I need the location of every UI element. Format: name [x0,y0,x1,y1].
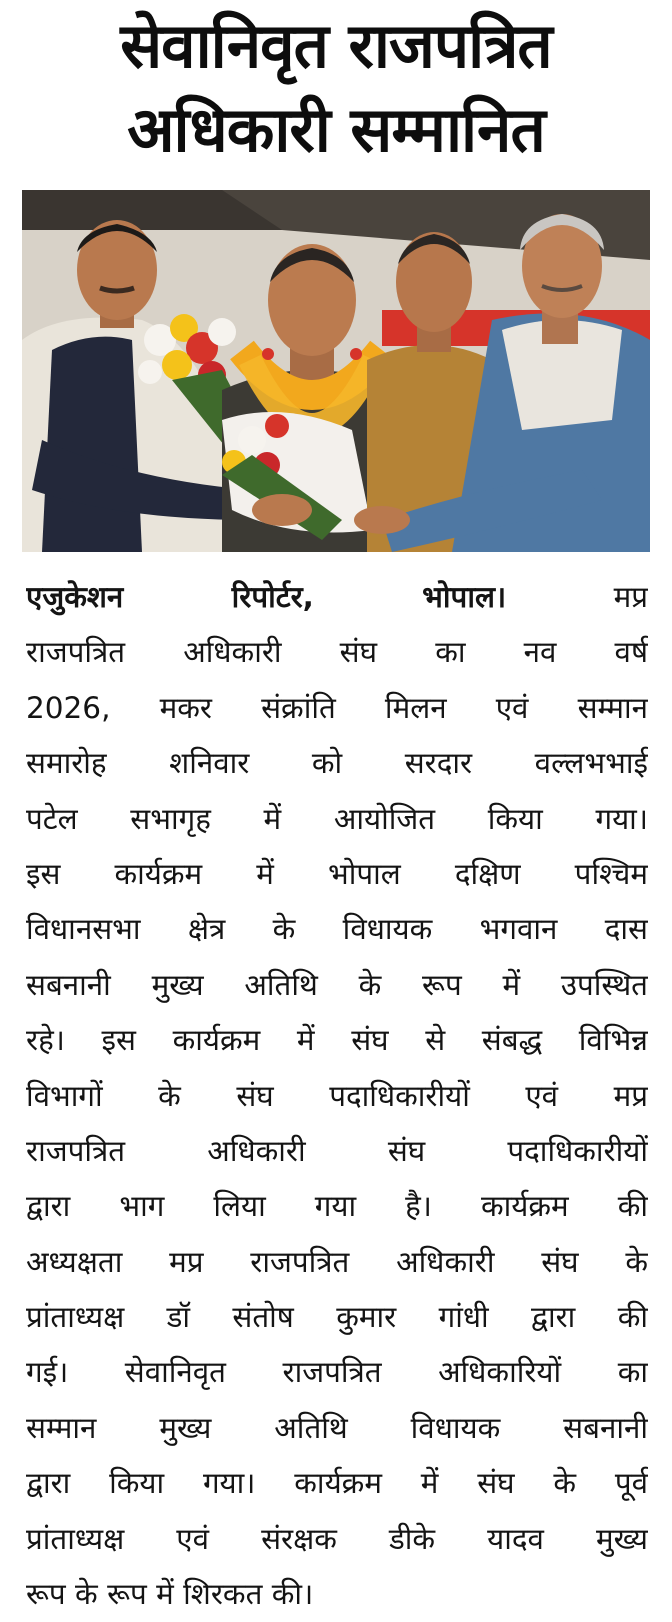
article-line: द्वारा किया गया। कार्यक्रम में संघ के पूर्व [26,1466,648,1501]
article-line-1 [26,570,648,625]
article-line: राजपत्रित अधिकारी संघ पदाधिकारीयों [26,1133,648,1168]
article-line: गई। सेवानिवृत राजपत्रित अधिकारियों का [26,1355,648,1390]
article-line: रूप के रूप में शिरकत की। [26,1577,314,1612]
article-line: रहे। इस कार्यक्रम में संघ से संबद्ध विभिन्न [26,1023,648,1058]
dateline: एजुकेशन रिपोर्टर, भोपाल। [26,580,507,614]
article-line: इस कार्यक्रम में भोपाल दक्षिण पश्चिम [26,856,648,891]
article-line: प्रांताध्यक्ष डॉ संतोष कुमार गांधी द्वारा की [26,1300,648,1335]
article-line: द्वारा भाग लिया गया है। कार्यक्रम की [26,1189,648,1224]
headline [0,4,672,172]
article-line: सबनानी मुख्य अतिथि के रूप में उपस्थित [26,967,648,1002]
article-line: सम्मान मुख्य अतिथि विधायक सबनानी [26,1410,648,1445]
headline-line-1: सेवानिवृत राजपत्रित [120,9,552,82]
article-line: विभागों के संघ पदाधिकारीयों एवं मप्र [26,1078,648,1113]
article-line: प्रांताध्यक्ष एवं संरक्षक डीके यादव मुख्य [26,1521,648,1556]
article-line: राजपत्रित अधिकारी संघ का नव वर्ष [26,635,648,670]
headline-line-2: अधिकारी सम्मानित [127,93,545,166]
news-photo [22,190,650,552]
article-line: विधानसभा क्षेत्र के विधायक भगवान दास [26,912,648,947]
article-line: 2026, मकर संक्रांति मिलन एवं सम्मान [26,690,648,725]
article-line: पटेल सभागृह में आयोजित किया गया। [26,801,648,836]
article-line: अध्यक्षता मप्र राजपत्रित अधिकारी संघ के [26,1244,648,1279]
article-body [26,570,648,1622]
article-line: समारोह शनिवार को सरदार वल्लभभाई [26,746,648,781]
article-line-1-text: मप्र [506,580,648,614]
photo-illustration [22,190,650,552]
